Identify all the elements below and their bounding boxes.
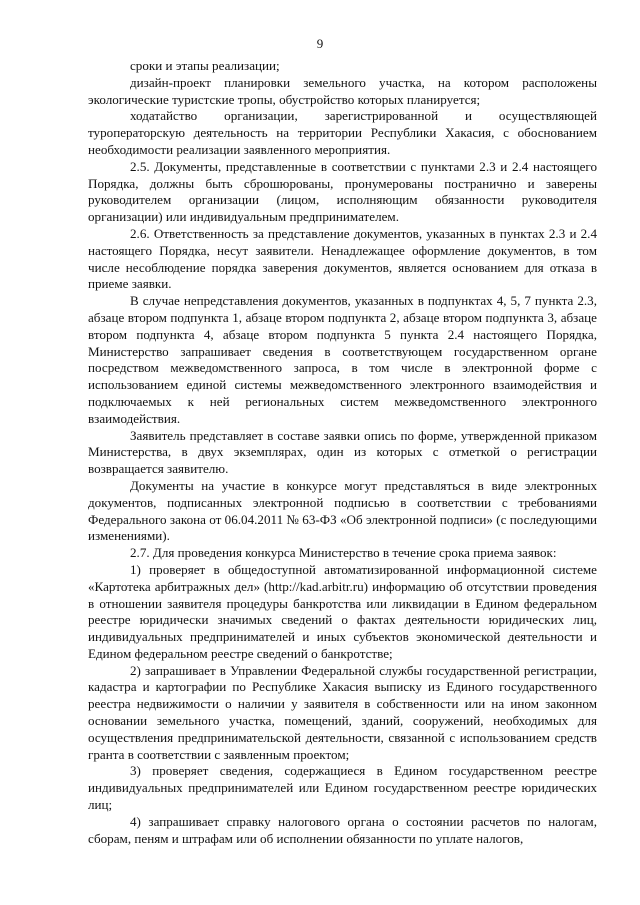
list-item-1: 1) проверяет в общедоступной автоматизированной информационной системе «Картотека арбитражных дел» (http://kad.arbitr.ru) информацию об отсутствии проведения в отношении заявителя процедуры банкротства или ликвидации в Едином федеральном реестре юридически значимых сведений о фактах деятельности юридических лиц, индивидуальных предпринимателей и иных субъектов экономической деятельности и Едином федеральном реестре сведений о банкротстве; [88,561,597,661]
list-item-3: 3) проверяет сведения, содержащиеся в Едином государственном реестре индивидуальных предпринимателей или Едином государственном реестре юридических лиц; [88,763,597,813]
document-body [88,58,597,847]
list-item-4: 4) запрашивает справку налогового органа о состоянии расчетов по налогам, сборам, пеням и штрафам или об исполнении обязанности по уплате налогов, [88,813,597,846]
paragraph-design-project: дизайн-проект планировки земельного участка, на котором расположены экологические туристские тропы, обустройство которых планируется; [88,74,597,107]
paragraph-implementation-stages: сроки и этапы реализации; [130,58,280,73]
paragraph-electronic-documents: Документы на участие в конкурсе могут представляться в виде электронных документов, подписанных электронной подписью в соответствии с требованиями Федерального закона от 06.04.2011 № 63-ФЗ «Об электронной подписи» (с последующими изменениями). [88,477,597,544]
paragraph-petition: ходатайство организации, зарегистрированной и осуществляющей туроператорскую деятельность на территории Республики Хакасия, с обоснованием необходимости реализации заявленного мероприятия. [88,108,597,157]
paragraph-section-2-7: 2.7. Для проведения конкурса Министерство в течение срока приема заявок: [130,545,557,561]
paragraph-section-2-5: 2.5. Документы, представленные в соответствии с пунктами 2.3 и 2.4 настоящего Порядка, должны быть сброшюрованы, пронумерованы постранично и заверены руководителем организации (лицом, исполняющим обязанности руководителя организации) или индивидуальным предпринимателем. [88,158,597,225]
list-item-2: 2) запрашивает в Управлении Федеральной службы государственной регистрации, кадастра и картографии по Республике Хакасия выписку из Единого государственного реестра недвижимости о наличии у заявителя в собственности или на ином законном основании земельного участка, помещений, зданий, сооружений, необходимых для осуществления предпринимательской деятельности, связанной с использованием средств гранта в соответствии с заявленным проектом; [88,662,597,762]
paragraph-missing-documents: В случае непредставления документов, указанных в подпунктах 4, 5, 7 пункта 2.3, абзаце втором подпункта 1, абзаце втором подпункта 2, абзаце втором подпункта 3, абзаце втором подпункта 4, абзаце втором подпункта 5 пункта 2.4 настоящего Порядка, Министерство запрашивает сведения в соответствующем государственном органе посредством межведомственного запроса, в том числе в электронной форме с использованием единой системы межведомственного электронного взаимодействия и подключаемых к ней региональных систем межведомственного электронного взаимодействия. [88,293,597,426]
paragraph-section-2-6: 2.6. Ответственность за представление документов, указанных в пунктах 2.3 и 2.4 настоящего Порядка, несут заявители. Ненадлежащее оформление документов, в том числе несоблюдение порядка заверения документов, является основанием для отказа в приеме заявки. [88,225,597,292]
page-number: 9 [316,36,324,51]
paragraph-inventory: Заявитель представляет в составе заявки опись по форме, утвержденной приказом Министерства, в двух экземплярах, один из которых с отметкой о регистрации возвращается заявителю. [88,427,597,477]
